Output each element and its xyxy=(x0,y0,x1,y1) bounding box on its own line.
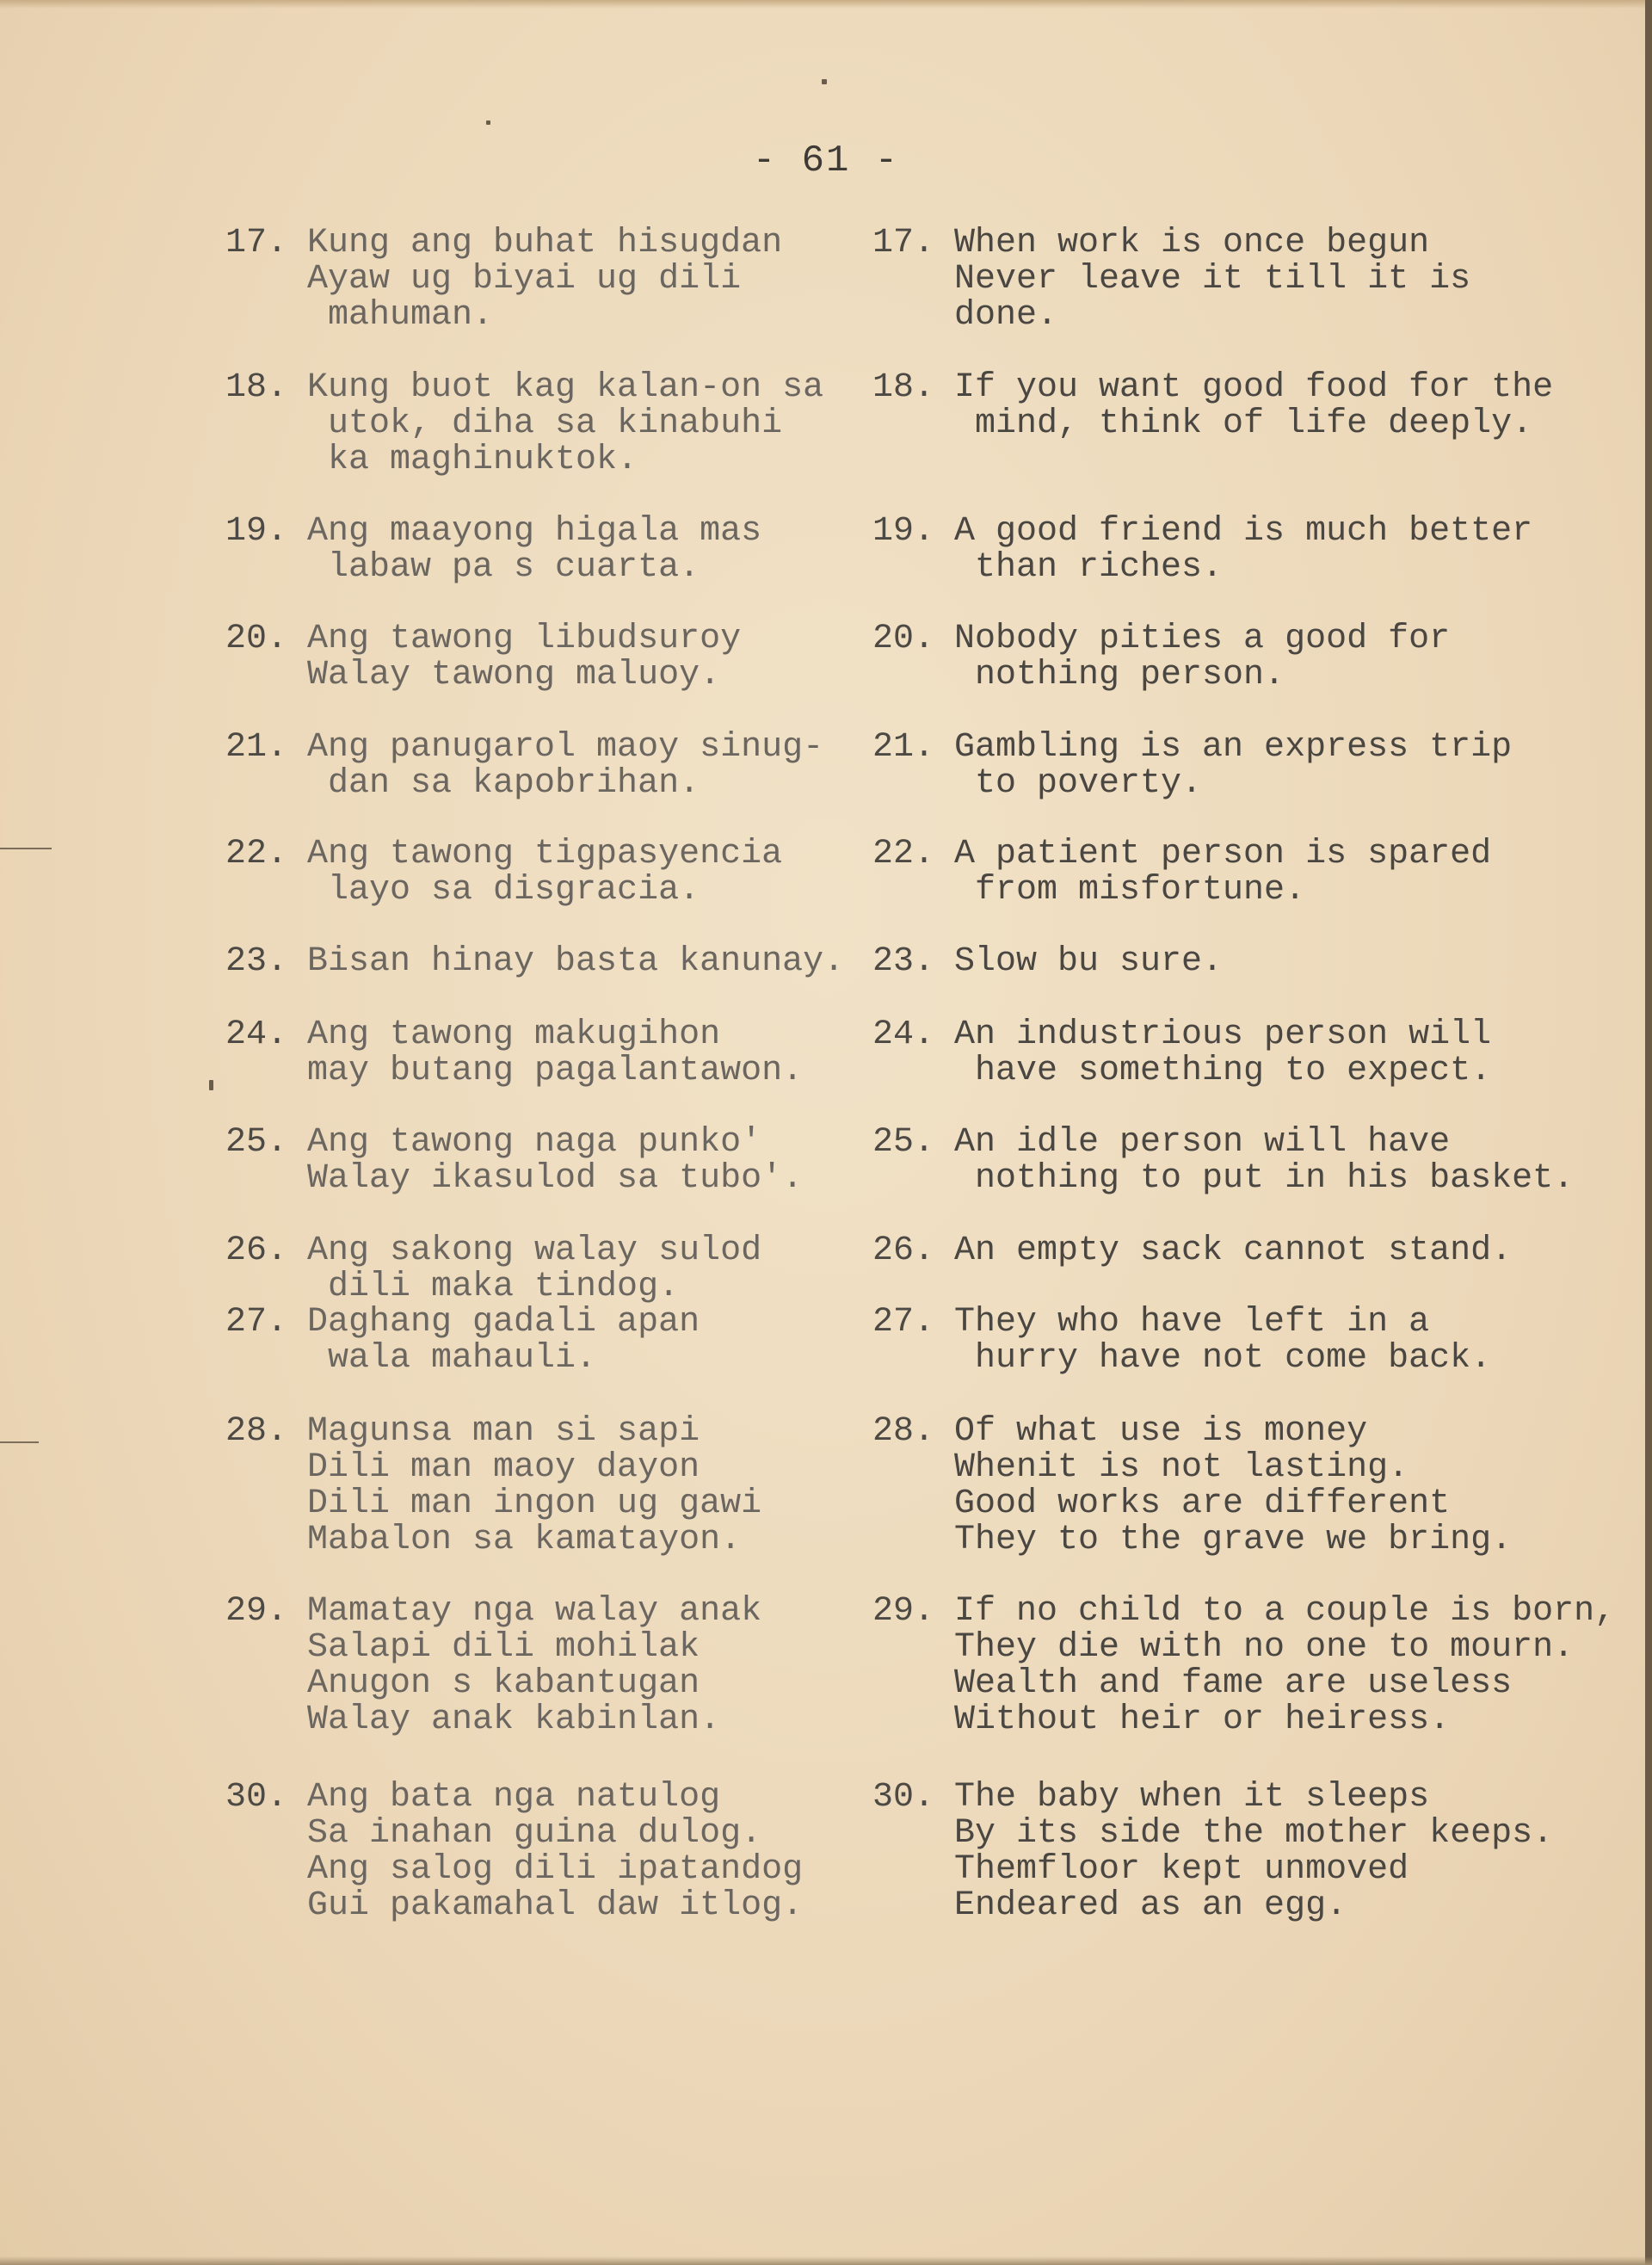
entry-line: Never leave it till it is xyxy=(954,260,1471,299)
entry-text xyxy=(307,1305,700,1377)
entry-line: Sa inahan guina dulog. xyxy=(307,1814,762,1853)
entry-line: Walay ikasulod sa tubo'. xyxy=(307,1159,804,1198)
entry-line: Salapi dili mohilak xyxy=(307,1628,700,1667)
entry-number: 28. xyxy=(872,1412,935,1451)
entry-number: 30. xyxy=(872,1778,935,1817)
entry-line: from misfortune. xyxy=(954,871,1306,910)
entry-line: Ang sakong walay sulod xyxy=(307,1231,762,1270)
entry-line: If you want good food for the xyxy=(954,368,1554,407)
entry-number: 28. xyxy=(225,1412,288,1451)
entry-text xyxy=(954,836,1491,909)
entry-line: Ang tawong libudsuroy xyxy=(307,620,742,658)
page-right-edge xyxy=(1645,0,1652,2265)
entry-line: Ang maayong higala mas xyxy=(307,512,762,551)
entry-line: Ang panugarol maoy sinug- xyxy=(307,728,824,767)
entry-line: Dili man ingon ug gawi xyxy=(307,1484,762,1523)
entry-line: hurry have not come back. xyxy=(954,1339,1492,1378)
entry-number: 17. xyxy=(872,224,935,262)
entry-number: 21. xyxy=(225,728,288,767)
entry-line: They die with no one to mourn. xyxy=(954,1628,1575,1667)
entry-text xyxy=(954,944,1223,980)
entry-line: nothing to put in his basket. xyxy=(954,1159,1575,1198)
entry-number: 20. xyxy=(225,620,288,658)
entry-line: utok, diha sa kinabuhi xyxy=(307,404,783,443)
entry-number: 25. xyxy=(872,1123,935,1162)
entry-number: 29. xyxy=(225,1592,288,1631)
entry-line: Endeared as an egg. xyxy=(954,1886,1347,1925)
entry-text xyxy=(954,621,1450,694)
entry-line: wala mahauli. xyxy=(307,1339,597,1378)
entry-line: than riches. xyxy=(954,548,1224,587)
page-bottom-edge xyxy=(0,2256,1652,2265)
entry-line: Ayaw ug biyai ug dili xyxy=(307,260,742,299)
entry-line: They to the grave we bring. xyxy=(954,1521,1513,1559)
entry-line: Ang salog dili ipatandog xyxy=(307,1850,804,1889)
entry-line: dili maka tindog. xyxy=(307,1268,680,1306)
entry-line: Walay tawong maluoy. xyxy=(307,656,721,694)
entry-line: to poverty. xyxy=(954,764,1203,803)
entry-line: done. xyxy=(954,296,1058,335)
entry-text xyxy=(307,944,844,980)
entry-number: 22. xyxy=(872,835,935,873)
entry-text xyxy=(954,370,1553,442)
entry-number: 23. xyxy=(225,942,288,981)
entry-line: Kung buot kag kalan-on sa xyxy=(307,368,824,407)
entry-line: Walay anak kabinlan. xyxy=(307,1700,721,1739)
entry-number: 19. xyxy=(225,512,288,551)
entry-text xyxy=(307,225,782,334)
entry-text xyxy=(954,1594,1615,1738)
ink-speck xyxy=(209,1080,213,1090)
entry-line: dan sa kapobrihan. xyxy=(307,764,700,803)
entry-text xyxy=(307,1017,803,1089)
entry-line: If no child to a couple is born, xyxy=(954,1592,1616,1631)
entry-line: A patient person is spared xyxy=(954,835,1492,873)
entry-line: Nobody pities a good for xyxy=(954,620,1451,658)
entry-text xyxy=(307,621,741,694)
entry-text xyxy=(954,730,1512,802)
entry-text xyxy=(954,1305,1491,1377)
entry-line: Of what use is money xyxy=(954,1412,1368,1451)
entry-number: 19. xyxy=(872,512,935,551)
entry-text xyxy=(307,370,823,478)
entry-line: An idle person will have xyxy=(954,1123,1451,1162)
entry-text xyxy=(954,225,1470,334)
entry-line: Slow bu sure. xyxy=(954,942,1224,981)
entry-number: 26. xyxy=(872,1231,935,1270)
entry-line: Gambling is an express trip xyxy=(954,728,1513,767)
left-margin-mark xyxy=(0,848,52,849)
entry-number: 23. xyxy=(872,942,935,981)
entry-line: labaw pa s cuarta. xyxy=(307,548,700,587)
entry-line: have something to expect. xyxy=(954,1052,1492,1090)
entry-text xyxy=(954,1780,1553,1924)
entry-number: 18. xyxy=(872,368,935,407)
entry-text xyxy=(307,1780,803,1924)
entry-text xyxy=(954,1414,1512,1558)
entry-line: Gui pakamahal daw itlog. xyxy=(307,1886,804,1925)
entry-line: Without heir or heiress. xyxy=(954,1700,1451,1739)
entry-line: By its side the mother keeps. xyxy=(954,1814,1554,1853)
entry-line: When work is once begun xyxy=(954,224,1430,262)
entry-line: ka maghinuktok. xyxy=(307,441,638,479)
entry-number: 24. xyxy=(872,1015,935,1054)
entry-line: may butang pagalantawon. xyxy=(307,1052,804,1090)
entry-text xyxy=(307,836,782,909)
entry-number: 22. xyxy=(225,835,288,873)
entry-line: An empty sack cannot stand. xyxy=(954,1231,1513,1270)
entry-number: 18. xyxy=(225,368,288,407)
entry-line: layo sa disgracia. xyxy=(307,871,700,910)
entry-number: 21. xyxy=(872,728,935,767)
entry-number: 24. xyxy=(225,1015,288,1054)
ink-speck xyxy=(822,79,827,84)
entry-line: Ang bata nga natulog xyxy=(307,1778,721,1817)
entry-line: The baby when it sleeps xyxy=(954,1778,1430,1817)
entry-line: Ang tawong makugihon xyxy=(307,1015,721,1054)
entry-line: Kung ang buhat hisugdan xyxy=(307,224,783,262)
entry-line: Anugon s kabantugan xyxy=(307,1664,700,1703)
entry-text xyxy=(307,1414,761,1558)
entry-text xyxy=(307,1125,803,1197)
entry-line: A good friend is much better xyxy=(954,512,1533,551)
entry-text xyxy=(954,1125,1574,1197)
entry-line: Magunsa man si sapi xyxy=(307,1412,700,1451)
entry-line: Whenit is not lasting. xyxy=(954,1448,1409,1487)
entry-number: 26. xyxy=(225,1231,288,1270)
entry-line: Mamatay nga walay anak xyxy=(307,1592,762,1631)
entry-number: 27. xyxy=(872,1303,935,1342)
entry-line: mind, think of life deeply. xyxy=(954,404,1533,443)
entry-line: Mabalon sa kamatayon. xyxy=(307,1521,742,1559)
entry-line: Ang tawong tigpasyencia xyxy=(307,835,783,873)
entry-line: Dili man maoy dayon xyxy=(307,1448,700,1487)
entry-line: They who have left in a xyxy=(954,1303,1430,1342)
entry-text xyxy=(954,514,1532,586)
entry-number: 27. xyxy=(225,1303,288,1342)
ink-speck xyxy=(486,120,490,125)
entry-number: 25. xyxy=(225,1123,288,1162)
entry-number: 20. xyxy=(872,620,935,658)
page-number: - 61 - xyxy=(752,139,900,182)
entry-line: mahuman. xyxy=(307,296,494,335)
entry-line: Good works are different xyxy=(954,1484,1451,1523)
entry-number: 29. xyxy=(872,1592,935,1631)
entry-number: 30. xyxy=(225,1778,288,1817)
entry-number: 17. xyxy=(225,224,288,262)
entry-line: Wealth and fame are useless xyxy=(954,1664,1513,1703)
entry-text xyxy=(307,1233,761,1305)
entry-line: nothing person. xyxy=(954,656,1285,694)
entry-text xyxy=(307,1594,761,1738)
entry-text xyxy=(954,1017,1491,1089)
entry-line: Themfloor kept unmoved xyxy=(954,1850,1409,1889)
entry-line: Ang tawong naga punko' xyxy=(307,1123,762,1162)
entry-line: An industrious person will xyxy=(954,1015,1492,1054)
entry-text xyxy=(954,1233,1512,1269)
left-margin-mark xyxy=(0,1441,39,1443)
page-top-edge xyxy=(0,0,1652,9)
entry-line: Bisan hinay basta kanunay. xyxy=(307,942,845,981)
entry-line: Daghang gadali apan xyxy=(307,1303,700,1342)
entry-text xyxy=(307,730,823,802)
entry-text xyxy=(307,514,761,586)
